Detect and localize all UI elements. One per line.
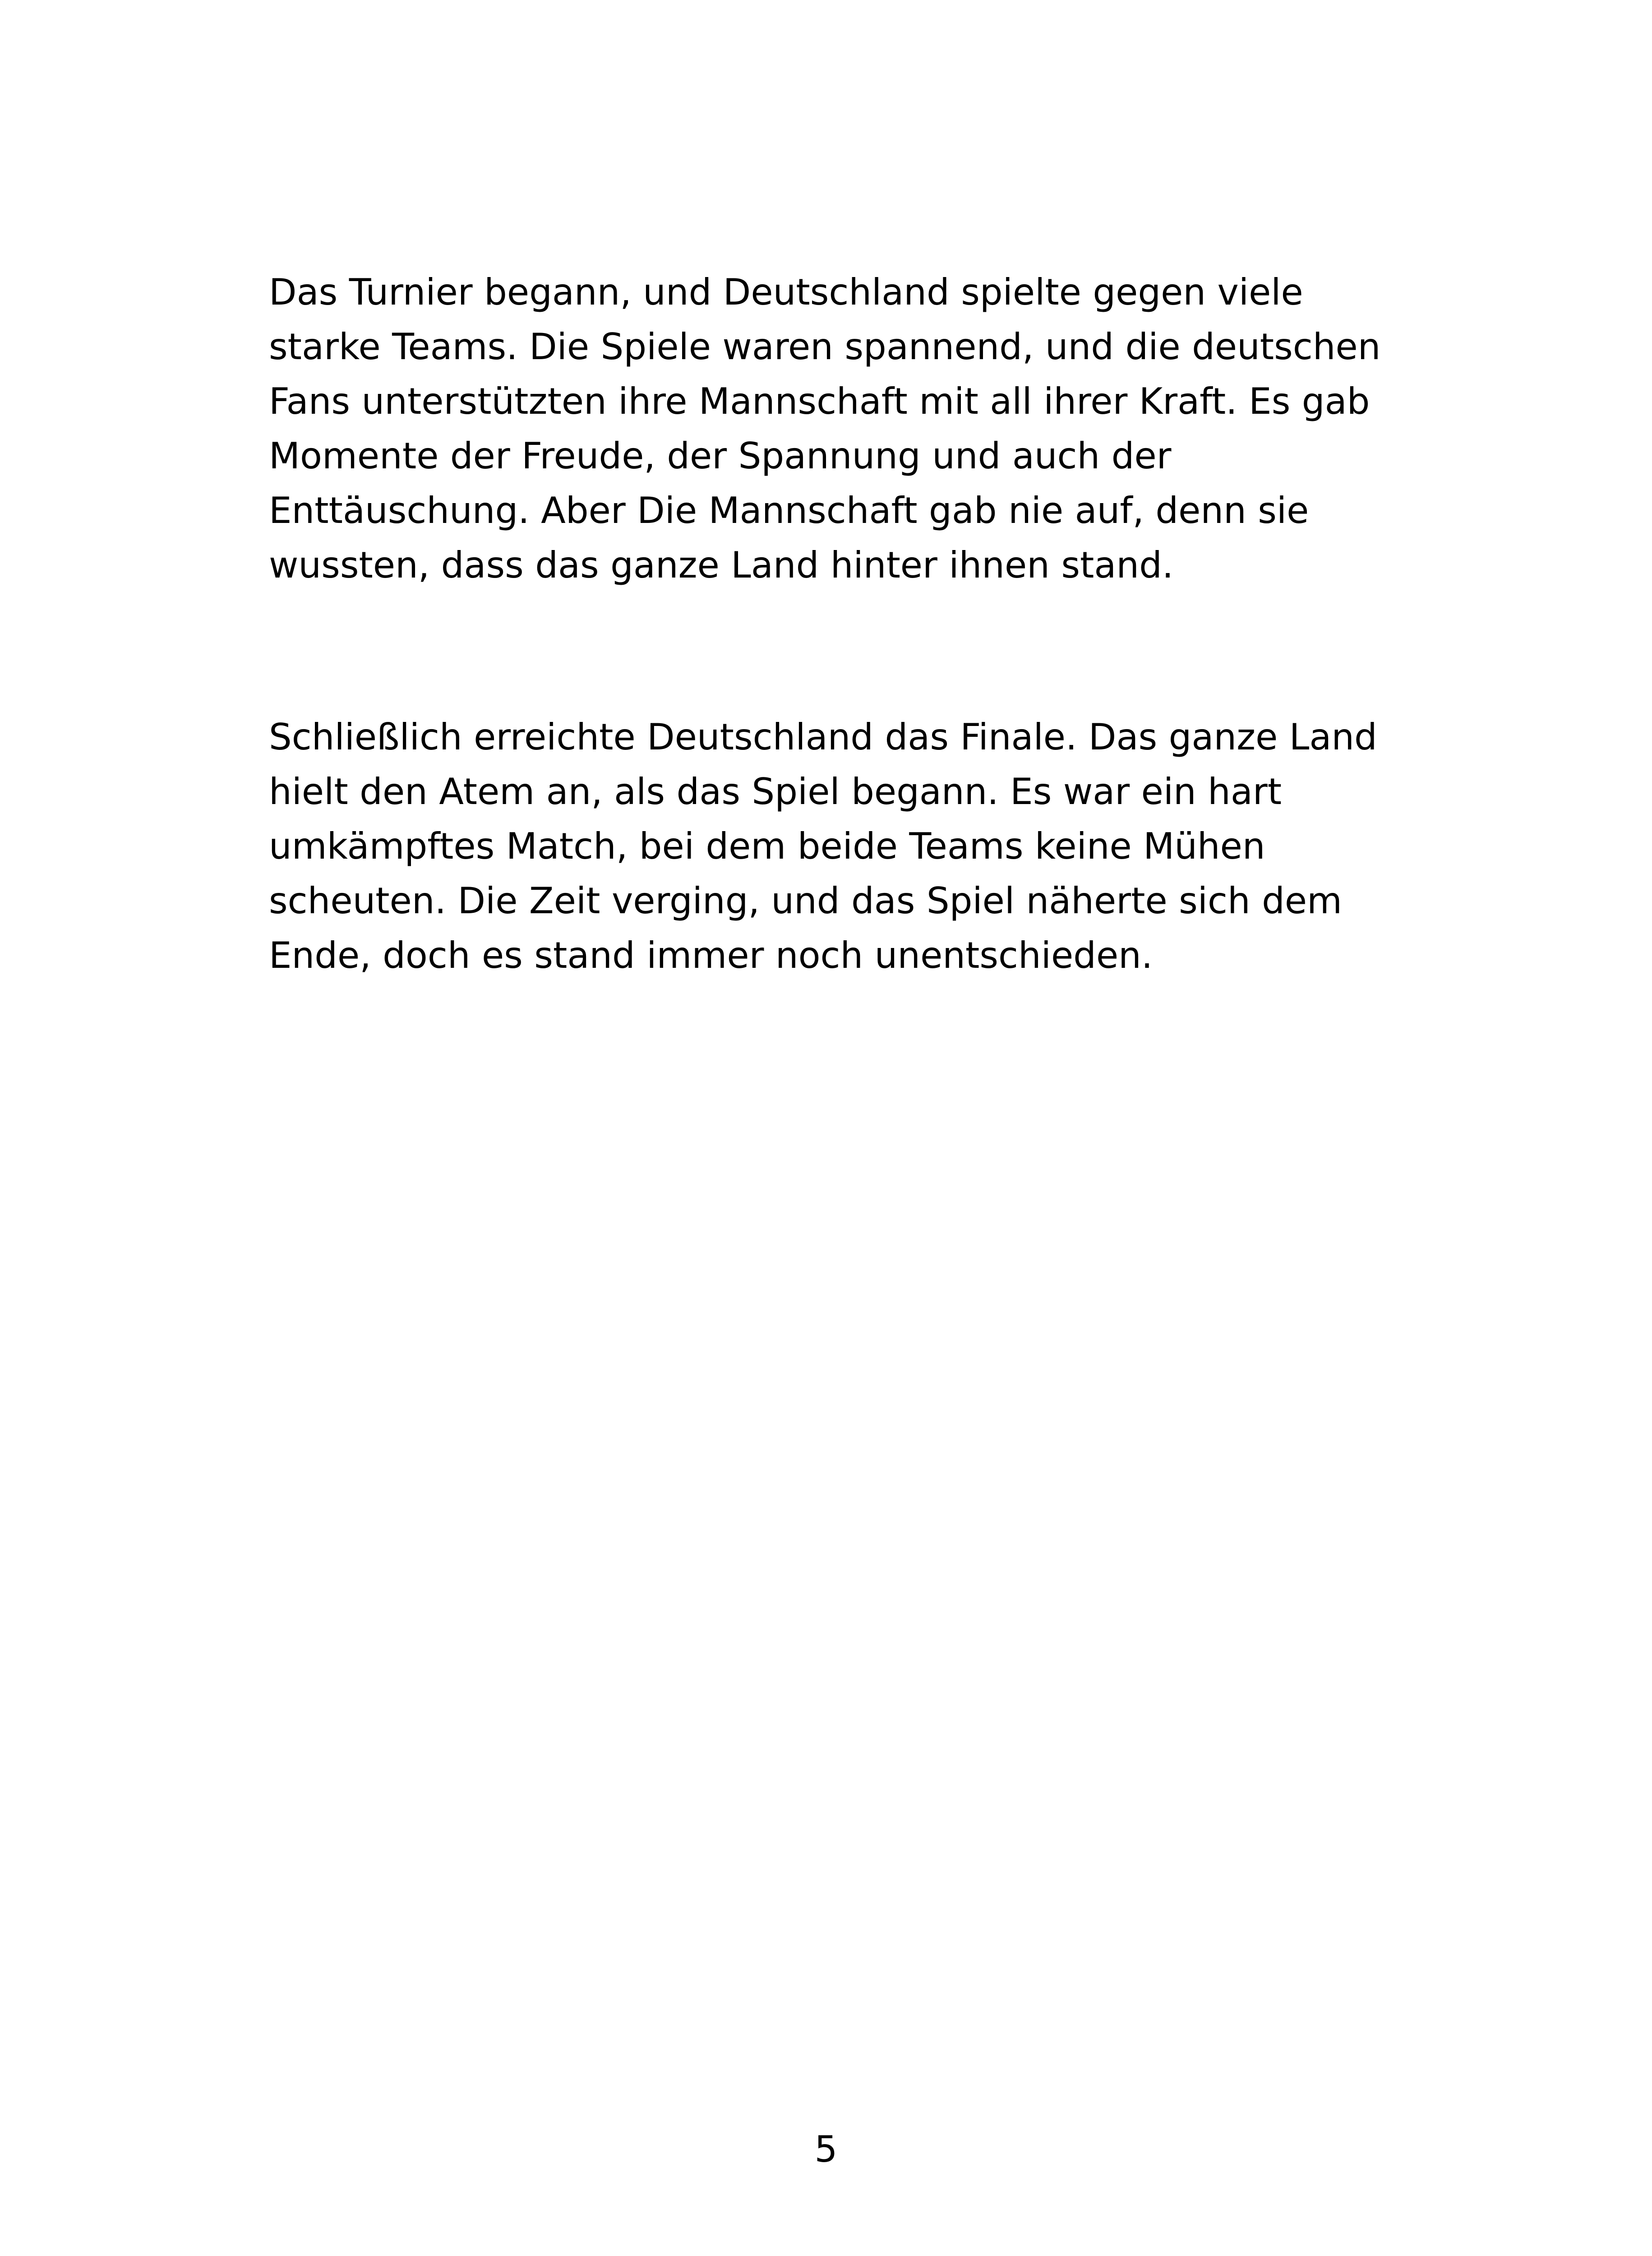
paragraph-line: Schließlich erreichte Deutschland das Finale. Das ganze Land: [269, 716, 1377, 758]
page-number: 5: [814, 2128, 838, 2170]
paragraph-line: Ende, doch es stand immer noch unentschieden.: [269, 934, 1153, 976]
paragraph-line: scheuten. Die Zeit verging, und das Spiel näherte sich dem: [269, 880, 1343, 922]
paragraph-line: hielt den Atem an, als das Spiel begann. Es war ein hart: [269, 771, 1282, 813]
paragraph-line: umkämpftes Match, bei dem beide Teams keine Mühen: [269, 825, 1265, 867]
paragraph-line: wussten, dass das ganze Land hinter ihnen stand.: [269, 544, 1174, 586]
paragraph-line: Das Turnier begann, und Deutschland spielte gegen viele: [269, 271, 1303, 313]
paragraph-line: Momente der Freude, der Spannung und auch der: [269, 435, 1172, 477]
paragraph-line: Enttäuschung. Aber Die Mannschaft gab nie auf, denn sie: [269, 490, 1309, 532]
paragraph-line: starke Teams. Die Spiele waren spannend, und die deutschen: [269, 326, 1381, 368]
paragraph-line: Fans unterstützten ihre Mannschaft mit all ihrer Kraft. Es gab: [269, 380, 1370, 422]
